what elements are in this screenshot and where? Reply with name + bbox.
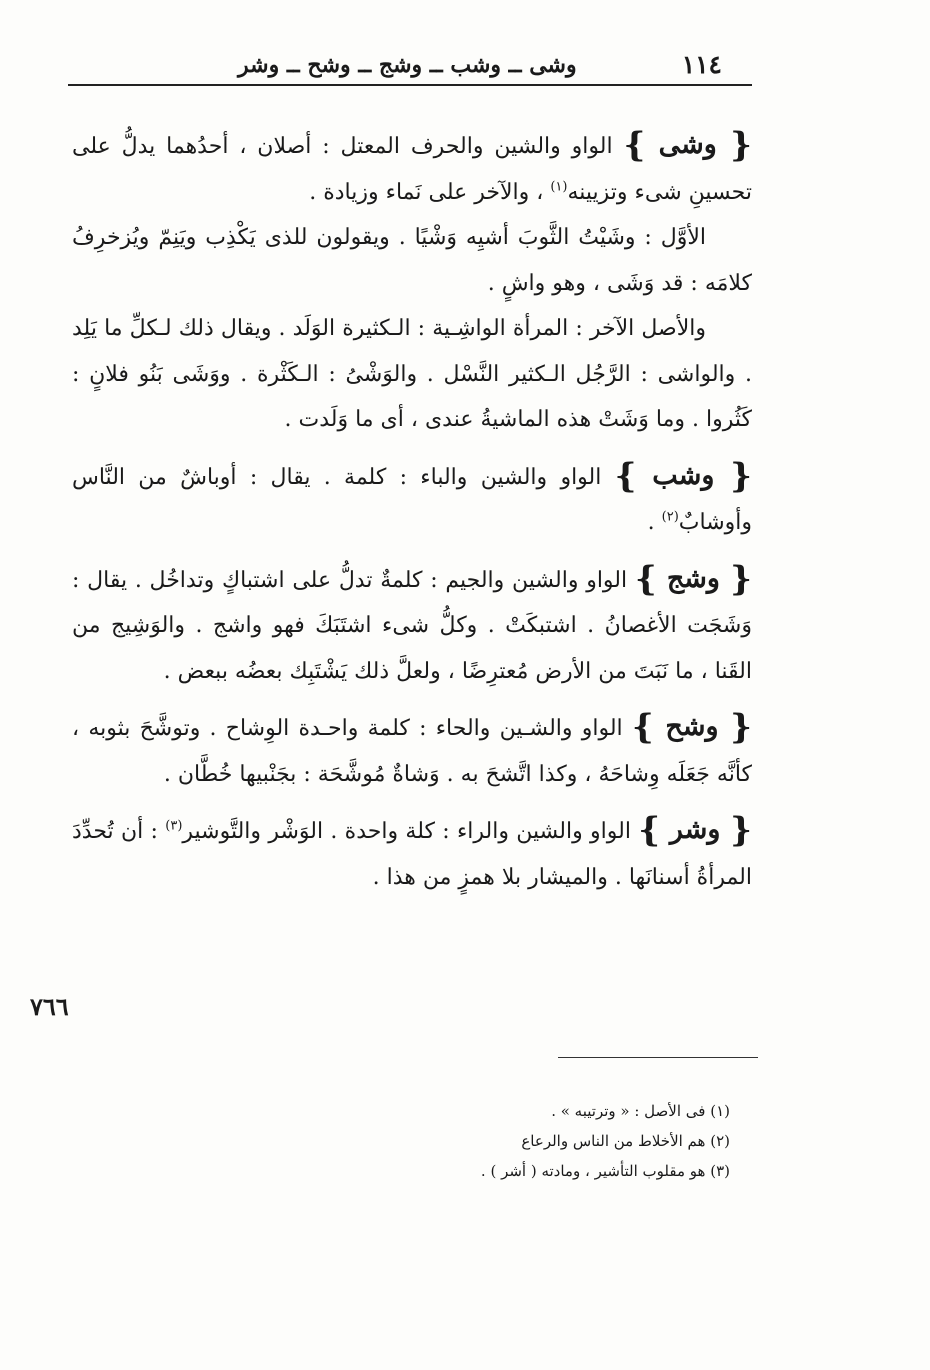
entry-washaj-definition: { وشج } الواو والشين والجيم : كلمةٌ تدلُّ على اشتباكٍ وتداخُل . يقال : وَشَجَت الأغصانُ . اشتبكَتْ . وكلُّ شىء اشتَبَكَ فهو واشج . والوَشِيج من القَنا ، ما نَبَتَ من الأرض مُعترِضًا ، ولعلَّ ذلك يَشْتَبِك بعضُه ببعض . xyxy=(72,558,752,684)
entry-headword: { وشج } xyxy=(634,558,752,599)
footnote-divider xyxy=(558,1057,758,1058)
footnotes xyxy=(170,1096,730,1186)
entry-paragraph: والأصل الآخر : المرأة الواشِـية : الـكثيرة الوَلَد . ويقال ذلك لـكلِّ ما يَلِد . والواشى : الرَّجُل الـكثير النَّسْل . والوَشْىُ : الـكَثْرة . ووَشَى بَنُو فلانٍ : كَثُروا . وما وَشَتْ هذه الماشيةُ عندى ، أى ما وَلَدت . xyxy=(72,316,752,432)
margin-number: ٧٦٦ xyxy=(30,992,69,1021)
footnote-1: (١) فى الأصل : « وترتيبه » . xyxy=(551,1102,730,1120)
footnote-ref: (١) xyxy=(550,179,568,195)
dictionary-body xyxy=(72,122,752,900)
entry-washa-definition: { وشى } الواو والشين والحرف المعتل : أصلان ، أحدُهما يدلُّ على تحسينِ شىء وتزيينه$^{(١)}$ ، والآخر على نَماء وزيادة . xyxy=(72,125,752,205)
page-header xyxy=(68,50,752,86)
running-head: وشى ــ وشب ــ وشج ــ وشح ــ وشر xyxy=(238,52,577,78)
entry-washar-definition: { وشر } الواو والشين والراء : كلة واحدة . الوَشْر والتَّوشير$^{(٣)}$ : أن تُحدِّدَ المرأةُ أسنانَها . والميشار بلا همزٍ من هذا . xyxy=(72,810,753,890)
page-number: ١١٤ xyxy=(681,50,722,79)
entry-headword: { وشح } xyxy=(631,707,753,747)
entry-washah-definition: { وشح } الواو والشـين والحاء : كلمة واحـدة الوِشاح . وتوشَّحَ بثوبه ، كأنَّه جَعَلَه وِشاحَهُ ، وكذا اتَّشحَ به . وَشاةٌ مُوشَّحَة : بجَنْبيها خُطَّان . xyxy=(72,707,753,787)
entry-paragraph: الأوَّل : وشَيْتُ الثَّوبَ أشيِه وَشْيًا . ويقولون للذى يَكْذِب ويَنِمّ ويُزخرِفُ كلامَه : قد وَشَى ، وهو واشٍ . xyxy=(72,225,752,296)
entry-washab-definition: { وشب } الواو والشين والباء : كلمة . يقال : أوباشٌ من النَّاس وأوشابٌ$^{(٢)}$ . xyxy=(72,455,753,535)
entry-headword: { وشى } xyxy=(623,125,752,165)
footnote-2: (٢) هم الأخلاط من الناس والرعاع xyxy=(521,1132,730,1150)
entry-headword: { وشر } xyxy=(638,810,753,850)
footnote-3: (٣) هو مقلوب التأشير ، ومادته ( أشر ) . xyxy=(480,1162,730,1180)
footnote-ref: (٢) xyxy=(661,509,679,525)
entry-headword: { وشب } xyxy=(614,455,753,496)
footnote-ref: (٣) xyxy=(165,818,183,834)
